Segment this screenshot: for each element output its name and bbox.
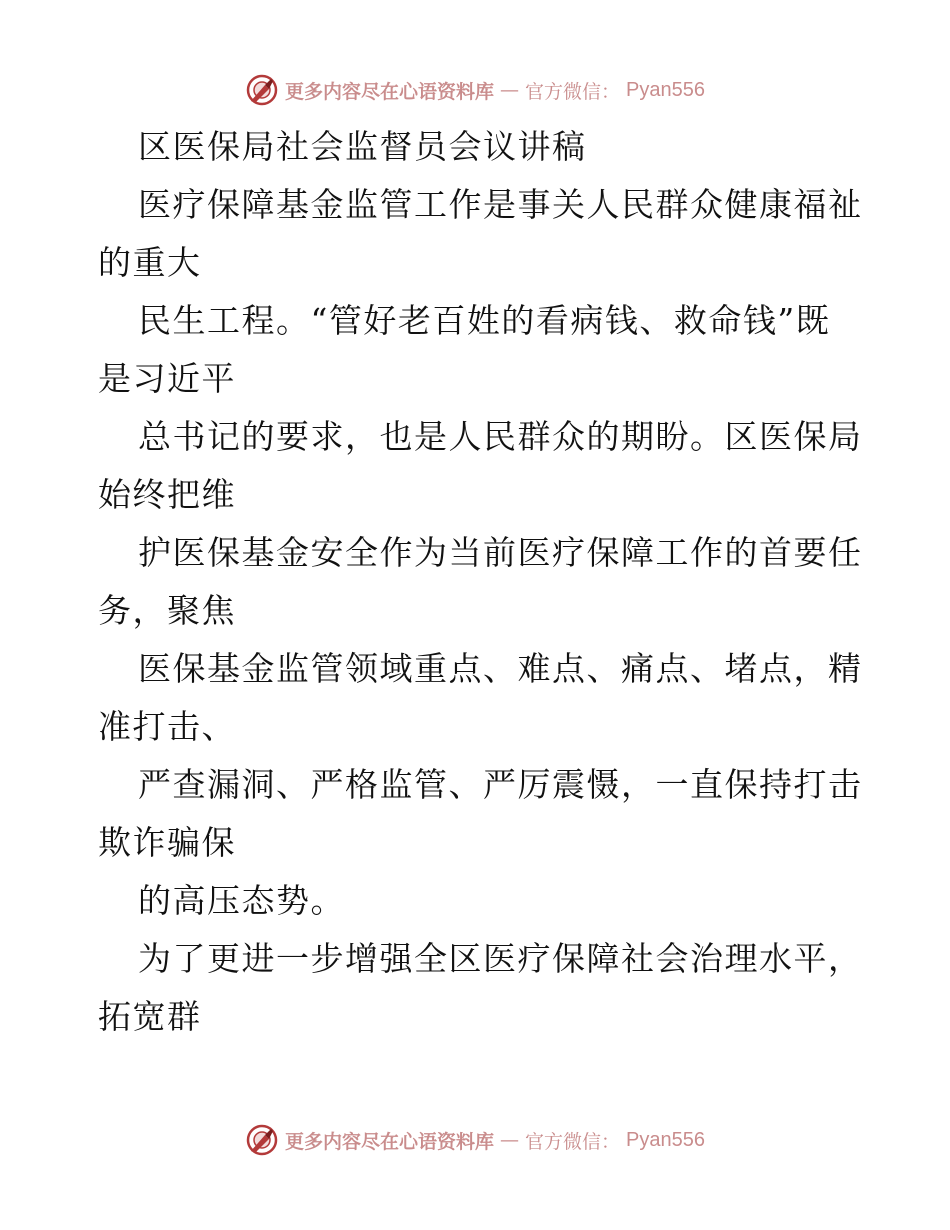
- pen-nib-logo-icon: [245, 1123, 279, 1157]
- header-banner-content: [245, 73, 705, 107]
- document-line: 准打击、: [98, 707, 236, 746]
- banner-separator: —: [500, 79, 520, 101]
- document-line: 严查漏洞、严格监管、严厉震慑，一直保持打击: [138, 765, 863, 804]
- banner-wechat-id: Pyan556: [626, 78, 705, 101]
- document-line: 的重大: [98, 243, 202, 282]
- footer-banner: [0, 1120, 950, 1160]
- document-line: 护医保基金安全作为当前医疗保障工作的首要任: [138, 533, 863, 572]
- banner-wechat-label: 官方微信：: [525, 80, 621, 103]
- banner-site-text: 更多内容尽在心语资料库: [285, 1130, 495, 1153]
- document-line: 民生工程。“管好老百姓的看病钱、救命钱”既: [138, 301, 831, 340]
- document-line: 务，聚焦: [98, 591, 236, 630]
- document-line: 始终把维: [98, 475, 236, 514]
- pen-nib-logo-icon: [245, 73, 279, 107]
- document-line: 欺诈骗保: [98, 823, 236, 862]
- document-line: 总书记的要求，也是人民群众的期盼。区医保局: [138, 417, 863, 456]
- footer-banner-content: [245, 1123, 705, 1157]
- banner-separator: —: [500, 1129, 520, 1151]
- document-line: 是习近平: [98, 359, 236, 398]
- banner-wechat-id: Pyan556: [626, 1128, 705, 1151]
- banner-wechat-label: 官方微信：: [525, 1130, 621, 1153]
- banner-site-text: 更多内容尽在心语资料库: [285, 80, 495, 103]
- document-body: [98, 118, 863, 1046]
- document-line: 为了更进一步增强全区医疗保障社会治理水平，: [138, 939, 863, 978]
- document-line: 医疗保障基金监管工作是事关人民群众健康福祉: [138, 185, 863, 224]
- document-line: 区医保局社会监督员会议讲稿: [138, 127, 587, 166]
- header-banner: [0, 70, 950, 110]
- document-line: 拓宽群: [98, 997, 202, 1036]
- document-line: 的高压态势。: [138, 881, 345, 920]
- document-line: 医保基金监管领域重点、难点、痛点、堵点，精: [138, 649, 863, 688]
